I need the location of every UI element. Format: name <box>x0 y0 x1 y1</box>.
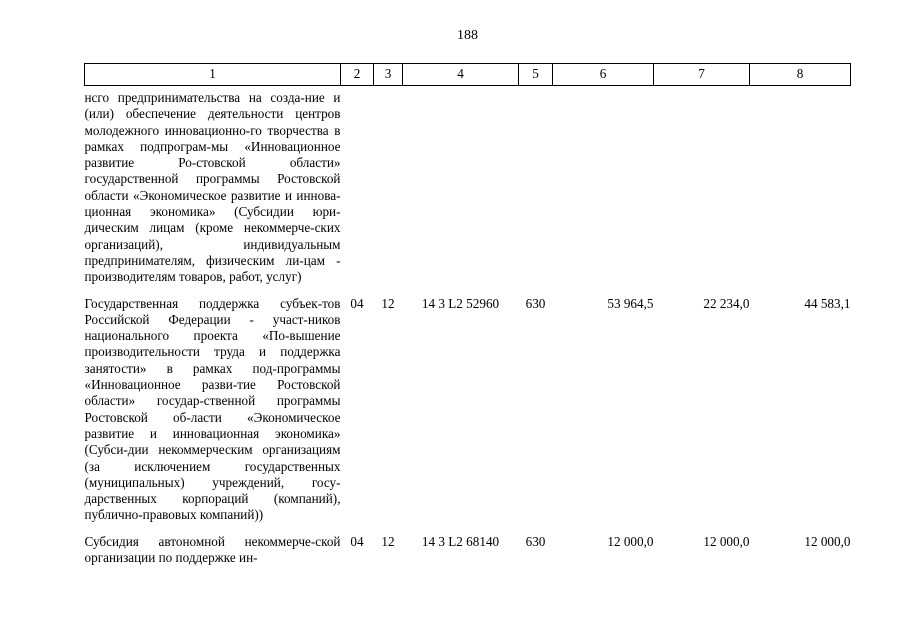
row-description: Государственная поддержка субъек-тов Российской Федерации - участ-ников национального проекта «По-вышение производительности труда и поддержка занятости» в рамках под-программы «Инновационное разви-тие Ростовской области» государ-ственной программы Ростовской об-ласти «Экономическое развитие и инновационная экономика» (Субси-дии некоммерческим организациям (за исключением государственных (муниципальных) учреждений, госу-дарственных корпораций (компаний), публично-правовых компаний)) <box>84 295 341 523</box>
row-col8: 44 583,1 <box>804 295 851 311</box>
row-col6 <box>553 86 654 292</box>
row-col3 <box>374 86 403 292</box>
row-col7 <box>654 86 750 292</box>
row-col6: 12 000,0 <box>607 533 654 549</box>
row-col7: 22 234,0 <box>703 295 750 311</box>
column-header-5: 5 <box>519 64 553 86</box>
table-row <box>85 292 851 530</box>
row-col7: 12 000,0 <box>703 533 750 549</box>
row-col3: 12 <box>381 533 395 549</box>
table-row <box>85 86 851 292</box>
row-col2: 04 <box>350 533 364 549</box>
row-col5: 630 <box>525 533 546 549</box>
row-col4: 14 3 L2 52960 <box>421 295 500 311</box>
row-description: Субсидия автономной некоммерче-ской организации по поддержке ин- <box>84 533 341 566</box>
budget-table <box>84 63 851 566</box>
column-header-4: 4 <box>403 64 519 86</box>
column-header-6: 6 <box>553 64 654 86</box>
header-row <box>85 64 851 86</box>
row-col3: 12 <box>381 295 395 311</box>
column-header-1: 1 <box>85 64 341 86</box>
row-col8: 12 000,0 <box>804 533 851 549</box>
table-row <box>85 530 851 567</box>
column-header-2: 2 <box>341 64 374 86</box>
row-col6: 53 964,5 <box>607 295 654 311</box>
column-header-3: 3 <box>374 64 403 86</box>
row-col4 <box>403 86 519 292</box>
row-col2: 04 <box>350 295 364 311</box>
row-col5 <box>519 86 553 292</box>
page-number: 188 <box>457 28 478 43</box>
row-col5: 630 <box>525 295 546 311</box>
column-header-8: 8 <box>750 64 851 86</box>
row-col2 <box>341 86 374 292</box>
row-col8 <box>750 86 851 292</box>
row-description: нсго предпринимательства на созда-ние и (или) обеспечение деятельности центров молодежного инновационно-го творчества в рамках подпрограм-мы «Инновационное развитие Ро-стовской области» государственной программы Ростовской области «Экономическое развитие и иннова-ционная экономика» (Субсидии юри-дическим лицам (кроме некоммерче-ских организаций), индивидуальным предпринимателям, физическим ли-цам - производителям товаров, работ, услуг) <box>84 90 341 285</box>
column-header-7: 7 <box>654 64 750 86</box>
row-col4: 14 3 L2 68140 <box>421 533 500 549</box>
